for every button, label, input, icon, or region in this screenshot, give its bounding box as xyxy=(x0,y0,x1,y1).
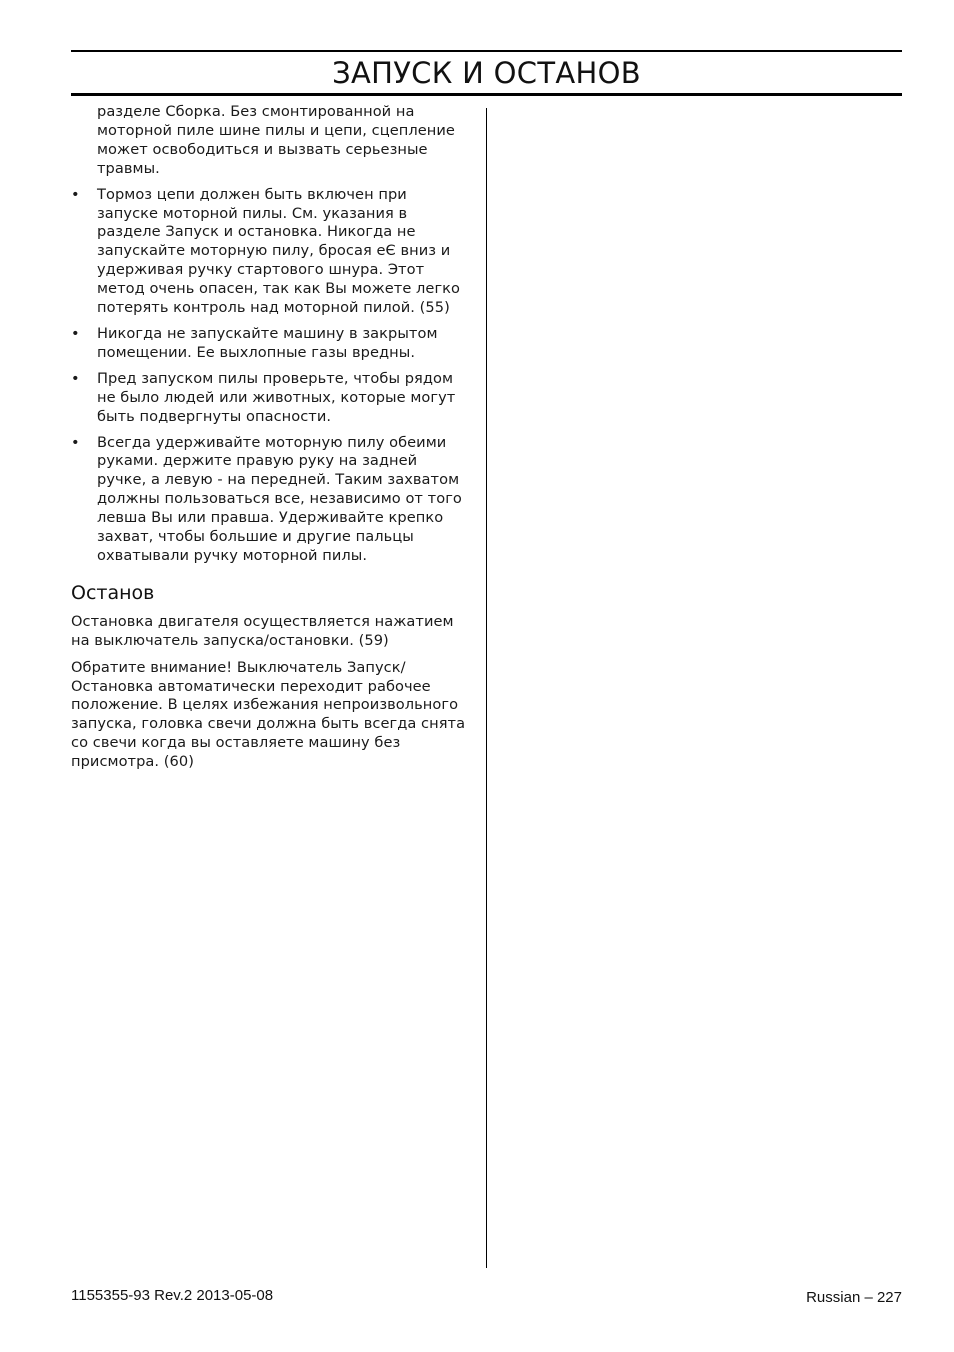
list-item xyxy=(71,325,471,363)
footer-doc-id: 1155355-93 Rev.2 2013-05-08 xyxy=(71,1287,274,1304)
list-item-text: Всегда удерживайте моторную пилу обеими руками. держите правую руку на задней ручке, а левую - на передней. Таким захватом должны пользоваться все, независимо от того левша Вы или правша. Удерживайте крепко захват, чтобы большие и другие пальцы охватывали ручку моторной пилы. xyxy=(97,433,462,564)
continued-paragraph: разделе Сборка. Без смонтированной на моторной пиле шине пилы и цепи, сцепление может освободиться и вызвать серьезные травмы. xyxy=(97,103,455,177)
bullet-icon: • xyxy=(71,433,80,451)
list-item xyxy=(71,434,471,566)
list-item xyxy=(71,370,471,427)
header-bottom-rule xyxy=(71,93,902,96)
body-paragraph: Обратите внимание! Выключатель Запуск/Остановка автоматически переходит рабочее положение. В целях избежания непроизвольного запуска, головка свечи должна быть всегда снята со свечи когда вы оставляете машину без присмотра. (60) xyxy=(71,658,466,771)
body-paragraph: Остановка двигателя осуществляется нажатием на выключатель запуска/остановки. (59) xyxy=(71,612,454,649)
section-heading: Останов xyxy=(71,581,155,604)
list-item-text: Никогда не запускайте машину в закрытом помещении. Ее выхлопные газы вредны. xyxy=(97,324,438,361)
header-top-rule xyxy=(71,50,902,52)
page-title: ЗАПУСК И ОСТАНОВ xyxy=(332,56,641,90)
safety-bullet-list xyxy=(71,186,471,566)
bullet-icon: • xyxy=(71,369,80,387)
bullet-icon: • xyxy=(71,324,80,342)
footer-page-label: Russian – 227 xyxy=(806,1289,902,1306)
column-divider xyxy=(486,108,487,1268)
list-item-text: Пред запуском пилы проверьте, чтобы рядом не было людей или животных, которые могут быть подвергнуты опасности. xyxy=(97,369,456,425)
left-column xyxy=(71,103,471,772)
list-item-text: Тормоз цепи должен быть включен при запуске моторной пилы. См. указания в разделе Запуск и остановка. Никогда не запускайте моторную пилу, бросая еЄ вниз и удерживая ручку стартового шнура. Этот метод очень опасен, так как Вы можете легко потерять контроль над моторной пилой. (55) xyxy=(97,185,461,317)
bullet-icon: • xyxy=(71,185,80,203)
list-item xyxy=(71,186,471,318)
